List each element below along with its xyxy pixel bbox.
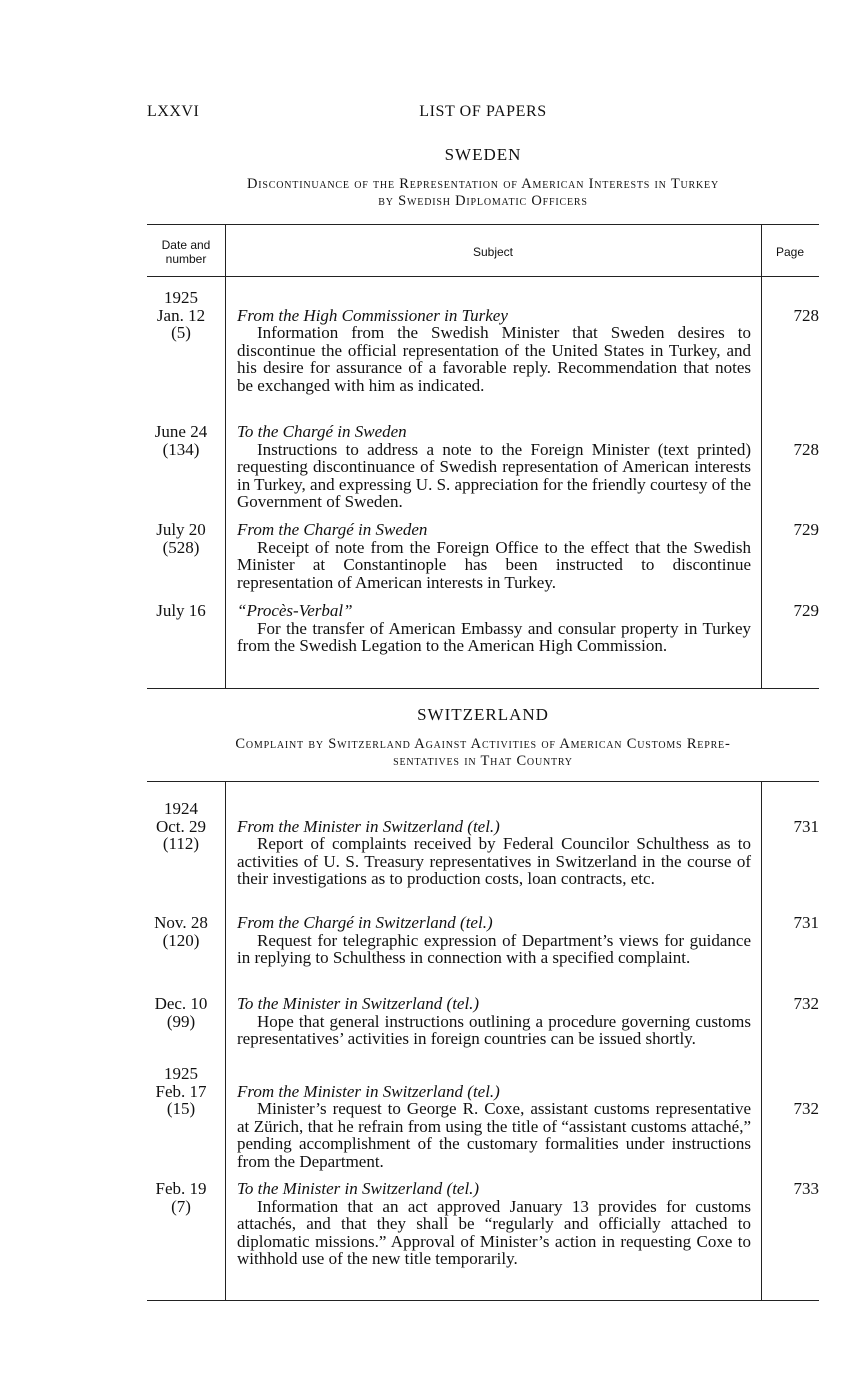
correspondent: From the High Commissioner in Turkey — [237, 305, 508, 325]
date-cell — [147, 1180, 215, 1215]
page-reference: 729 — [793, 520, 819, 539]
page-reference: 728 — [793, 439, 819, 459]
date: Feb. 19 — [155, 1179, 207, 1198]
subject-cell — [237, 521, 751, 591]
summary: Receipt of note from the Foreign Office to the effect that the Swedish Minister at Constantinople has been instructed to discontinue representation of American interests in Turkey. — [237, 537, 751, 592]
section-topic — [147, 176, 819, 210]
date-cell — [147, 995, 215, 1030]
date-cell — [147, 1065, 215, 1118]
section-country-heading: SWITZERLAND — [417, 705, 549, 724]
summary: Report of complaints received by Federal Councilor Schulthess as to activities of U. S. Treasury representatives in Switzerland in the course of their investigations as to production costs, loan contracts, etc. — [237, 834, 751, 888]
column-divider — [225, 225, 226, 688]
subject-cell — [237, 602, 751, 655]
column-divider — [225, 782, 226, 1300]
table-top-rule — [147, 224, 819, 225]
running-title: LIST OF PAPERS — [419, 103, 547, 120]
document-number: (528) — [162, 537, 200, 557]
date-cell — [147, 800, 215, 853]
page-reference: 733 — [793, 1179, 819, 1198]
date: Dec. 10 — [154, 994, 208, 1013]
subject-cell — [237, 914, 751, 967]
header-bottom-rule — [147, 276, 819, 277]
page-reference: 728 — [793, 305, 819, 325]
date: July 20 — [156, 520, 206, 539]
correspondent: To the Chargé in Sweden — [237, 422, 407, 441]
date: June 24 — [154, 422, 208, 441]
subject-cell — [237, 1083, 751, 1171]
correspondent: From the Chargé in Sweden — [237, 520, 428, 539]
year: 1924 — [164, 799, 198, 818]
subject-cell — [237, 1180, 751, 1268]
topic-line: by Swedish Diplomatic Officers — [378, 193, 588, 209]
page-reference: 731 — [793, 816, 819, 836]
topic-line: Discontinuance of the Representation of American Interests in Turkey — [247, 176, 719, 192]
table-bottom-rule — [147, 1300, 819, 1301]
subject-cell — [237, 995, 751, 1048]
page-reference: 732 — [793, 994, 819, 1013]
document-number: (112) — [162, 834, 200, 853]
page-reference: 729 — [793, 601, 819, 620]
year: 1925 — [164, 288, 198, 307]
date-cell — [147, 914, 215, 949]
document-number: (120) — [162, 930, 200, 950]
date-cell — [147, 423, 215, 458]
column-header-date-line: number — [165, 252, 207, 266]
column-header-date — [147, 238, 225, 266]
column-header-date-line: Date and — [161, 238, 211, 252]
summary: Instructions to address a note to the Foreign Minister (text printed) requesting discontinuance of Swedish representation of American interests in Turkey, and expressing U. S. appreciation for the friendly courtesy of the Government of Sweden. — [237, 439, 751, 511]
page-reference: 731 — [793, 913, 819, 932]
summary: Information from the Swedish Minister that Sweden desires to discontinue the official representation of the United States in Turkey, and his desire for assurance of a favorable reply. Recommendation that notes be exchanged with him as indicated. — [237, 323, 751, 395]
date: Feb. 17 — [155, 1081, 207, 1101]
correspondent: From the Minister in Switzerland (tel.) — [237, 816, 500, 836]
topic-line: sentatives in That Country — [393, 753, 573, 769]
table-bottom-rule — [147, 688, 819, 689]
column-header-subject: Subject — [472, 245, 514, 259]
summary: Minister’s request to George R. Coxe, assistant customs representative at Zürich, that he refrain from using the title of “assistant customs attaché,” pending accomplishment of the customary formalities under instructions from the Department. — [237, 1099, 751, 1171]
correspondent: From the Chargé in Switzerland (tel.) — [237, 913, 493, 932]
document-number: (99) — [166, 1011, 196, 1031]
correspondent: To the Minister in Switzerland (tel.) — [237, 994, 480, 1013]
document-number: (5) — [171, 323, 191, 342]
date: July 16 — [156, 601, 206, 620]
summary: Information that an act approved January 13 provides for customs attachés, and that they shall be “regularly and officially attached to diplomatic missions.” Approval of Minister’s action in requesting Coxe to withhold use of the new title temporarily. — [237, 1196, 751, 1268]
section-topic — [147, 736, 819, 770]
summary: For the transfer of American Embassy and consular property in Turkey from the Swedish Legation to the American High Commission. — [237, 618, 751, 655]
date: Oct. 29 — [155, 816, 207, 836]
correspondent: From the Minister in Switzerland (tel.) — [237, 1081, 500, 1101]
running-head — [147, 103, 819, 125]
date: Nov. 28 — [154, 913, 208, 932]
section-country-heading: SWEDEN — [444, 145, 522, 164]
subject-cell — [237, 307, 751, 395]
subject-cell — [237, 423, 751, 511]
table-top-rule — [147, 781, 819, 782]
date-cell — [147, 521, 215, 556]
document-number: (134) — [162, 439, 200, 459]
page-reference: 732 — [793, 1099, 819, 1118]
page-number: LXXVI — [147, 103, 200, 120]
column-header-page: Page — [775, 245, 805, 259]
document-number: (7) — [171, 1196, 191, 1216]
summary: Request for telegraphic expression of Department’s views for guidance in replying to Schulthess in connection with a specified complaint. — [237, 930, 751, 967]
date: Jan. 12 — [156, 305, 206, 325]
date-cell — [147, 289, 215, 342]
summary: Hope that general instructions outlining a procedure governing customs representatives’ activities in foreign countries can be issued shortly. — [237, 1011, 751, 1048]
subject-cell — [237, 818, 751, 888]
date-cell — [147, 602, 215, 620]
column-divider — [761, 782, 762, 1300]
correspondent: “Procès-Verbal” — [237, 601, 353, 620]
document-number: (15) — [166, 1099, 196, 1118]
correspondent: To the Minister in Switzerland (tel.) — [237, 1179, 480, 1198]
topic-line: Complaint by Switzerland Against Activities of American Customs Repre- — [235, 736, 731, 752]
year: 1925 — [164, 1064, 198, 1083]
